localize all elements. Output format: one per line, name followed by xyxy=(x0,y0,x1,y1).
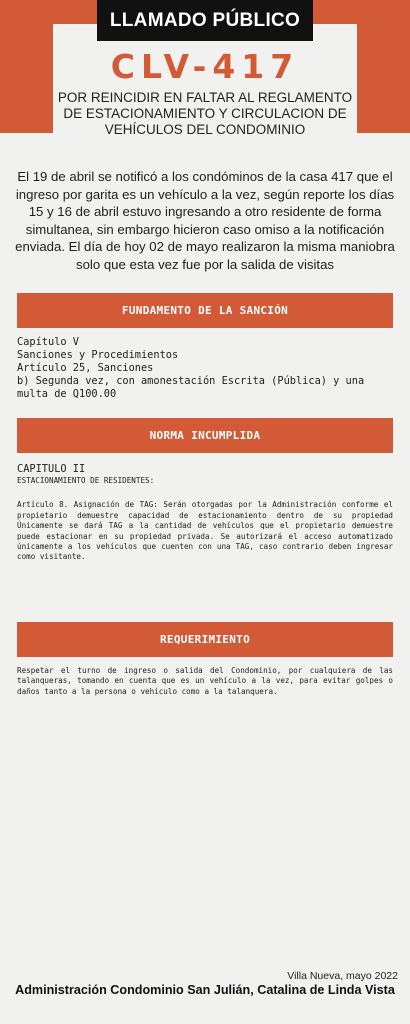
house-code-title: CLV-417 xyxy=(110,47,300,86)
section-requerimiento-header: REQUERIMIENTO xyxy=(17,622,393,657)
section-fundamento-body xyxy=(17,336,393,401)
section-fundamento-header: FUNDAMENTO DE LA SANCIÓN xyxy=(17,293,393,328)
footer-administration: Administración Condominio San Julián, Catalina de Linda Vista xyxy=(15,983,395,997)
public-call-label: LLAMADO PÚBLICO xyxy=(97,0,313,41)
fundamento-line: Capítulo V xyxy=(17,336,79,348)
header-subtitle: POR REINCIDIR EN FALTAR AL REGLAMENTO DE ESTACIONAMIENTO Y CIRCULACION DE VEHÍCULOS DEL CONDOMINIO xyxy=(57,90,353,137)
intro-paragraph: El 19 de abril se notificó a los condóminos de la casa 417 que el ingreso por garita es un vehículo a la vez, según reporte los días 15 y 16 de abril estuvo ingresando a otro residente de forma simultanea, sin embargo hicieron caso omiso a la notificación enviada. El día de hoy 02 de mayo realizaron la misma maniobra solo que esta vez fue por la salida de visitas xyxy=(15,169,395,272)
section-requerimiento-body: Respetar el turno de ingreso o salida del Condominio, por cualquiera de las talanqueras, tomando en cuenta que es un vehículo a la vez, para evitar golpes o daños tanto a la persona o vehículo como a la talanquera. xyxy=(17,666,393,696)
section-norma-header: NORMA INCUMPLIDA xyxy=(17,418,393,453)
fundamento-line: Sanciones y Procedimientos xyxy=(17,349,179,361)
norma-article: Artículo 8. Asignación de TAG: Serán otorgadas por la Administración conforme el propietario demuestre capacidad de estacionamiento dentro de su propiedad Únicamente se dará TAG a la cantidad de vehículos que el propietario demuestre puede estacionar en su propiedad privada. Se autorizará el acceso automatizado únicamente a los vehículos que cuenten con una TAG, caso contrario deben ingresar como visitante. xyxy=(17,500,393,562)
footer-place-date: Villa Nueva, mayo 2022 xyxy=(287,970,398,982)
norma-chapter-subtitle: ESTACIONAMIENTO DE RESIDENTES: xyxy=(17,476,155,485)
fundamento-line: Artículo 25, Sanciones xyxy=(17,362,154,374)
section-norma-body xyxy=(17,463,393,563)
fundamento-line: b) Segunda vez, con amonestación Escrita (Pública) y una multa de Q100.00 xyxy=(17,375,365,400)
norma-chapter: CAPITULO II xyxy=(17,463,86,475)
